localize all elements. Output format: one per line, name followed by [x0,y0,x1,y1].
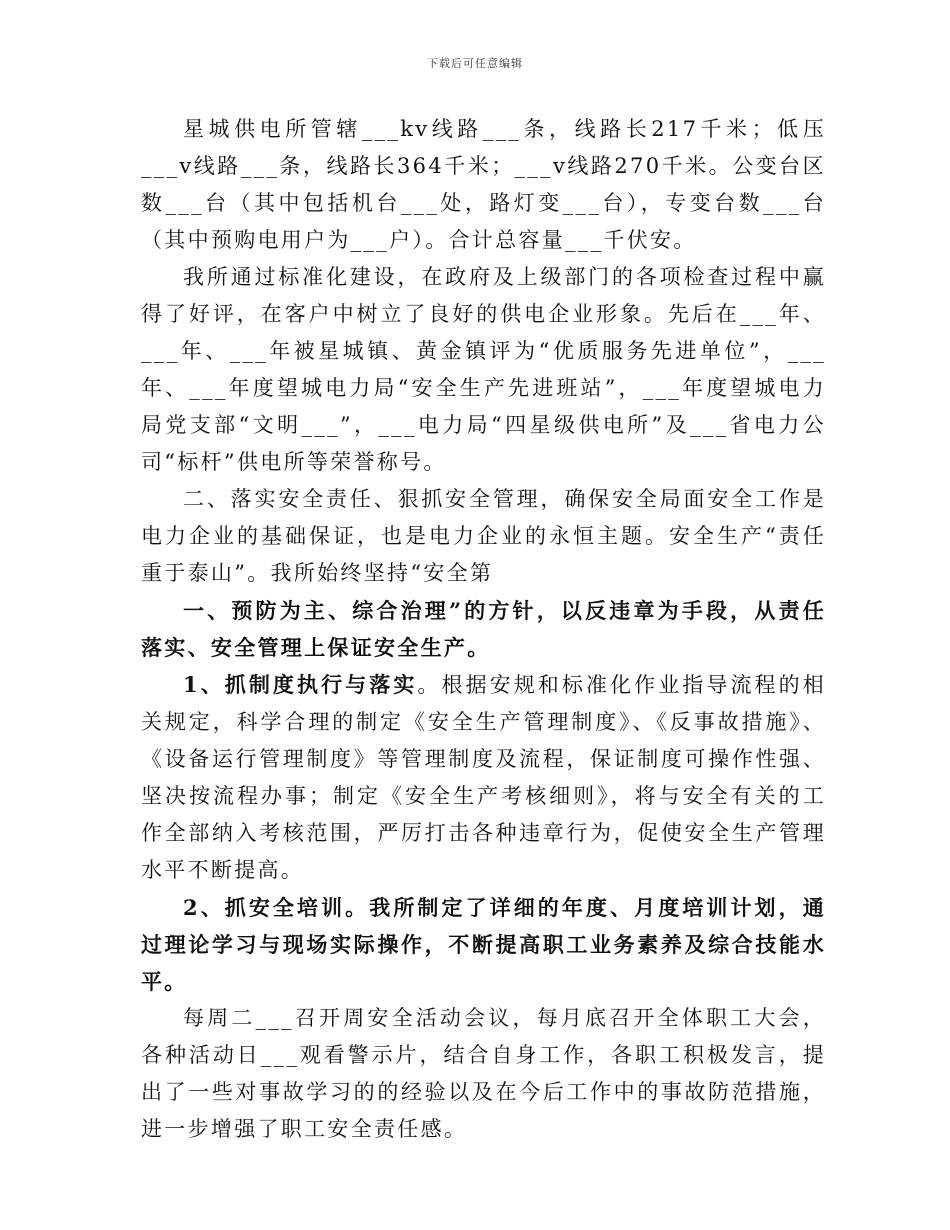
paragraph-safety-policy: 一、预防为主、综合治理”的方针，以反违章为手段，从责任落实、安全管理上保证安全生产。 [141,598,826,660]
system-execution-heading: 1、抓制度执行与落实 [183,672,418,697]
page-header: 下载后可任意编辑 [427,57,523,70]
paragraph-safety-training: 2、抓安全培训。我所制定了详细的年度、月度培训计划，通过理论学习与现场实际操作，不断提高职工业务素养及综合技能水平。 [141,895,826,994]
paragraph-weekly-activities: 每周二___召开周安全活动会议，每月底召开全体职工大会，各种活动日___观看警示片，结合自身工作，各职工积极发言，提出了一些对事故学习的的经验以及在今后工作中的事故防范措施，进一步增强了职工安全责任感。 [141,1006,826,1141]
system-execution-text: 。根据安规和标准化作业指导流程的相关规定，科学合理的制定《安全生产管理制度》、《反事故措施》、《设备运行管理制度》等管理制度及流程，保证制度可操作性强、坚决按流程办事；制定《安全生产考核细则》，将与安全有关的工作全部纳入考核范围，严厉打击各种违章行为，促使安全生产管理水平不断提高。 [141,673,826,882]
paragraph-substation-overview: 星城供电所管辖___kv线路___条，线路长217千米；低压___v线路___条，线路长364千米；___v线路270千米。公变台区数___台（其中包括机台___处，路灯变___台），专变台数___台（其中预购电用户为___户）。合计总容量___千伏安。 [141,117,826,252]
document-body [141,111,826,1148]
paragraph-safety-responsibility: 二、落实安全责任、狠抓安全管理，确保安全局面安全工作是电力企业的基础保证，也是电力企业的永恒主题。安全生产“责任重于泰山”。我所始终坚持“安全第 [141,487,826,585]
paragraph-system-execution [141,666,826,889]
paragraph-honors: 我所通过标准化建设，在政府及上级部门的各项检查过程中赢得了好评，在客户中树立了良好的供电企业形象。先后在___年、___年、___年被星城镇、黄金镇评为“优质服务先进单位”，___年、___年度望城电力局“安全生产先进班站”，___年度望城电力局党支部“文明___”，___电力局“四星级供电所”及___省电力公司“标杆”供电所等荣誉称号。 [141,265,826,474]
